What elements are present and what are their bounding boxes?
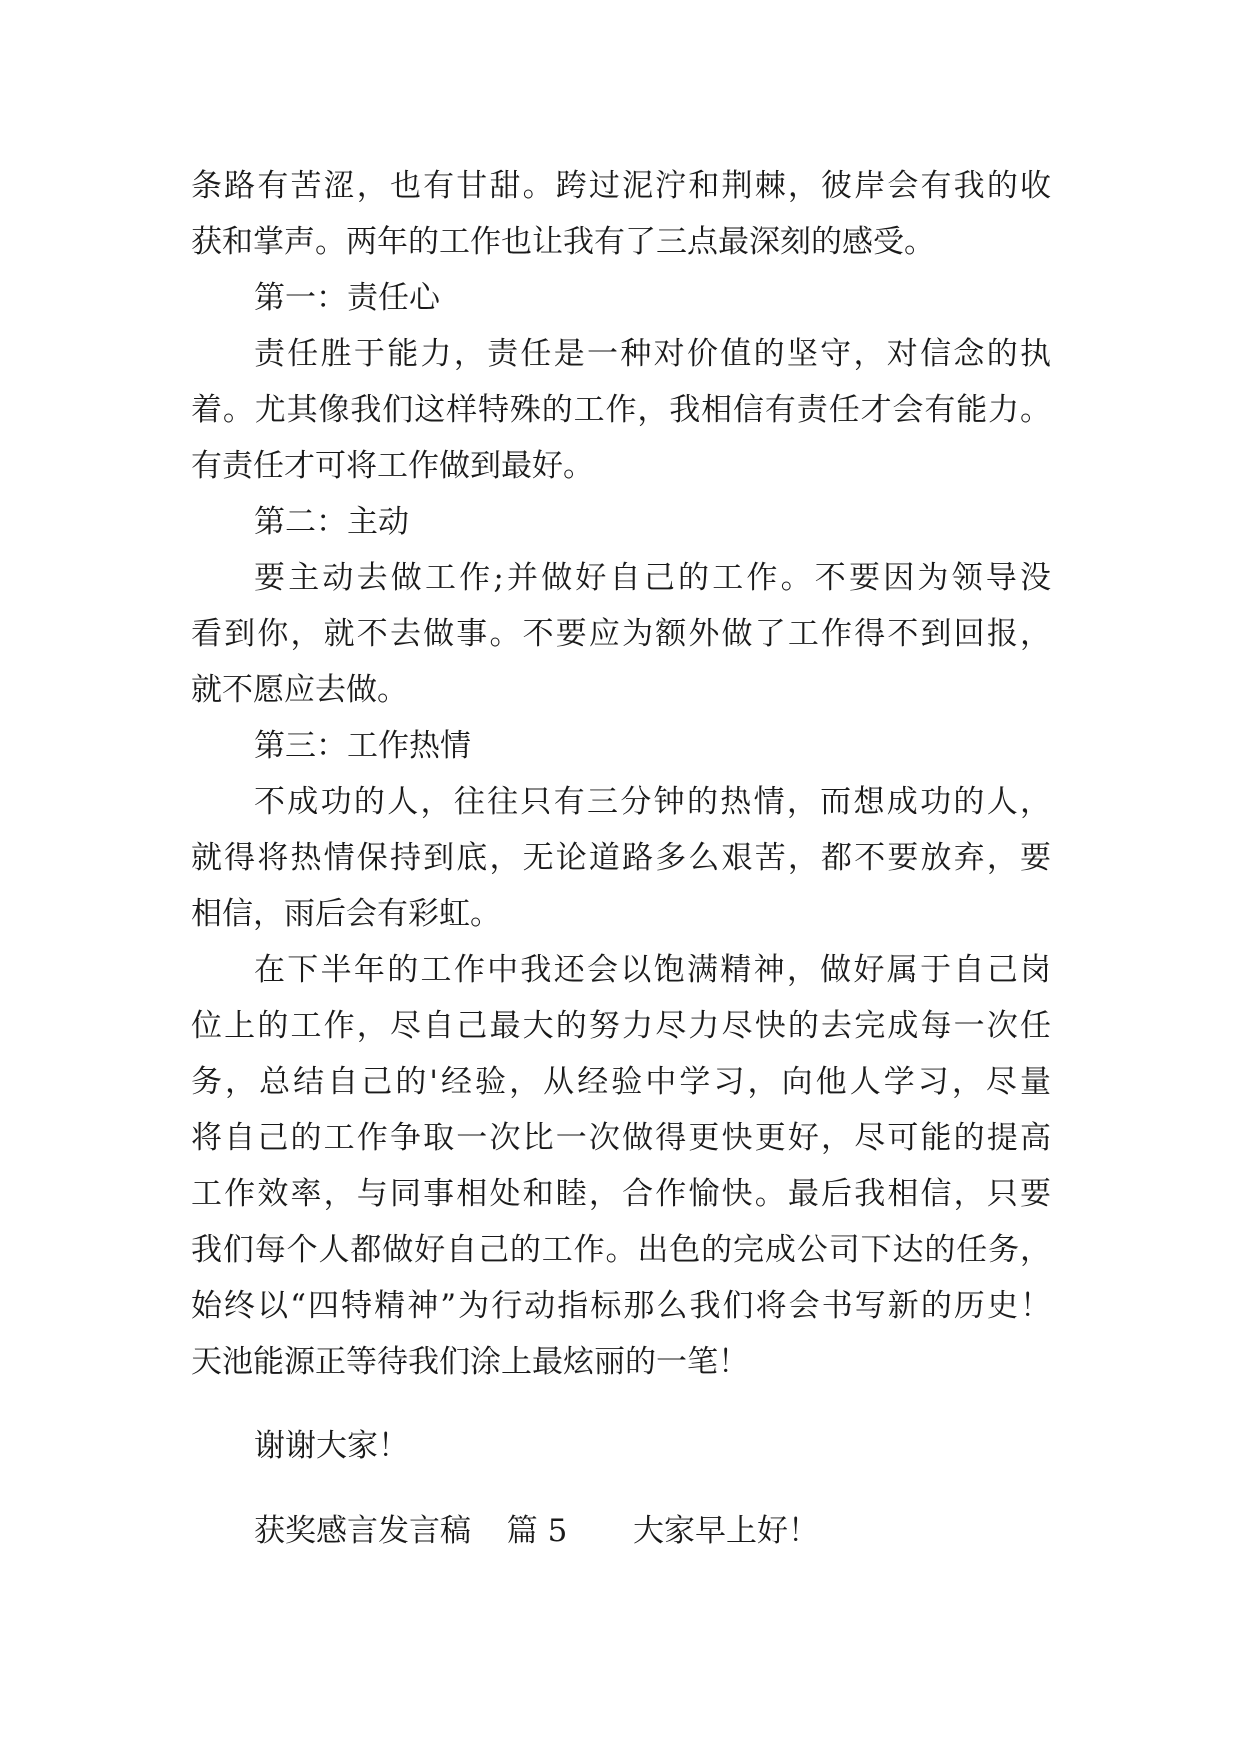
next-speech-header: [254, 1503, 819, 1559]
section-heading-passion: 第三：工作热情: [254, 728, 471, 764]
body-text-line: 工作效率，与同事相处和睦，合作愉快。最后我相信，只要: [191, 1176, 1051, 1212]
body-text-line: 始终以“四特精神”为行动指标那么我们将会书写新的历史！: [191, 1288, 1051, 1324]
section-heading-responsibility: 第一：责任心: [254, 280, 440, 316]
thanks-line: 谢谢大家！: [254, 1428, 409, 1464]
body-text-line: 在下半年的工作中我还会以饱满精神，做好属于自己岗: [254, 952, 1051, 988]
body-text-line: 天池能源正等待我们涂上最炫丽的一笔！: [191, 1344, 749, 1380]
speech-section-number: 篇 5: [506, 1513, 568, 1549]
body-text-line: 着。尤其像我们这样特殊的工作，我相信有责任才会有能力。: [191, 392, 1051, 428]
speech-greeting: 大家早上好！: [633, 1513, 820, 1549]
body-text-line: 看到你，就不去做事。不要应为额外做了工作得不到回报，: [191, 616, 1051, 652]
body-text-line: 就不愿应去做。: [191, 672, 408, 708]
body-text-line: 务，总结自己的'经验，从经验中学习，向他人学习，尽量: [191, 1064, 1051, 1100]
body-text-line: 将自己的工作争取一次比一次做得更快更好，尽可能的提高: [191, 1120, 1051, 1156]
body-text-line: 我们每个人都做好自己的工作。出色的完成公司下达的任务，: [191, 1232, 1051, 1268]
body-text-line: 责任胜于能力，责任是一种对价值的坚守，对信念的执: [254, 336, 1051, 372]
body-text-line: 相信，雨后会有彩虹。: [191, 896, 501, 932]
body-text-line: 有责任才可将工作做到最好。: [191, 448, 594, 484]
section-heading-initiative: 第二：主动: [254, 504, 409, 540]
body-text-line: 就得将热情保持到底，无论道路多么艰苦，都不要放弃，要: [191, 840, 1051, 876]
body-text-line: 获和掌声。两年的工作也让我有了三点最深刻的感受。: [191, 224, 935, 260]
body-text-line: 位上的工作，尽自己最大的努力尽力尽快的去完成每一次任: [191, 1008, 1051, 1044]
speech-title: 获奖感言发言稿: [254, 1513, 471, 1549]
body-text-line: 不成功的人，往往只有三分钟的热情，而想成功的人，: [254, 784, 1051, 820]
body-text-line: 要主动去做工作;并做好自己的工作。不要因为领导没: [254, 560, 1051, 596]
body-text-line: 条路有苦涩，也有甘甜。跨过泥泞和荆棘，彼岸会有我的收: [191, 168, 1051, 204]
